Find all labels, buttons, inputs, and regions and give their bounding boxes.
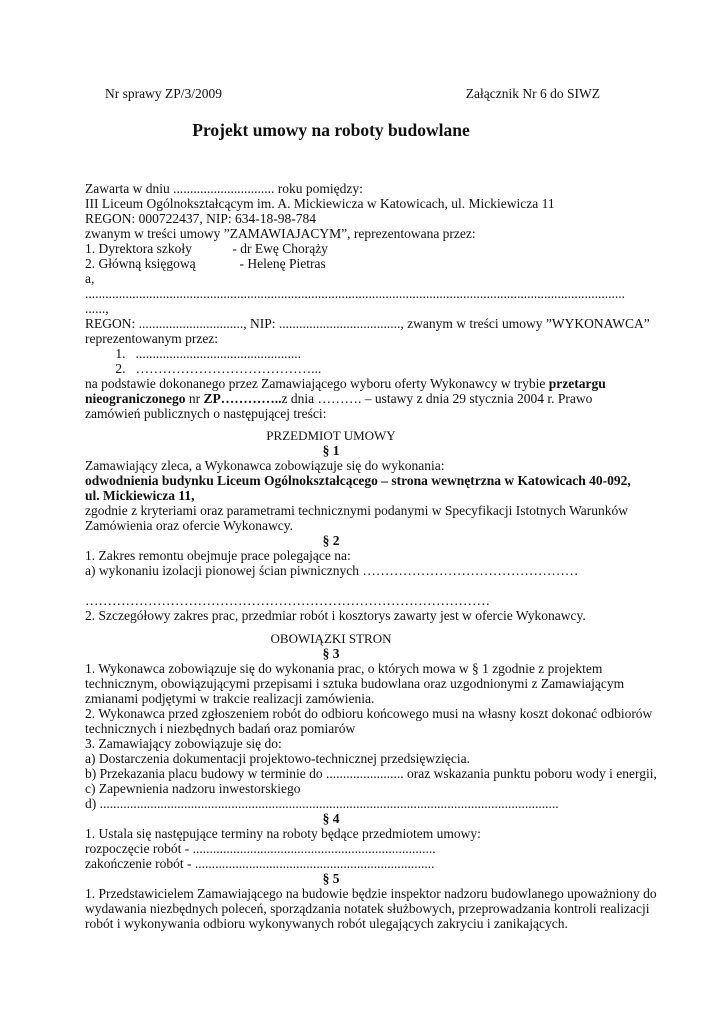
doc-line — [85, 593, 637, 608]
doc-line — [85, 826, 637, 841]
doc-line — [85, 518, 637, 533]
document-content — [85, 86, 657, 931]
doc-line — [85, 503, 637, 518]
doc-text-segment: a) wykonaniu izolacji pionowej ścian piwnicznych ………………………………………… — [85, 563, 579, 578]
doc-line — [85, 856, 637, 871]
doc-line — [85, 346, 637, 361]
doc-line — [85, 781, 637, 796]
doc-line — [85, 211, 637, 226]
doc-line — [85, 916, 637, 931]
doc-text-segment: rozpoczęcie robót - ........................................................................ — [85, 841, 436, 856]
doc-text-segment: 1. Zakres remontu obejmuje prace polegające na: — [85, 548, 351, 563]
doc-line — [85, 271, 637, 286]
doc-line — [85, 196, 637, 211]
doc-line — [85, 226, 637, 241]
doc-line — [85, 841, 637, 856]
doc-line — [85, 796, 637, 811]
doc-text-segment: zwanym w treści umowy ”ZAMAWIAJACYM”, reprezentowana przez: — [85, 226, 476, 241]
doc-text-segment: zamówień publicznych o następującej treści: — [85, 406, 327, 421]
section-heading: OBOWIĄZKI STRON — [270, 631, 392, 646]
doc-text-segment: b) Przekazania placu budowy w terminie do ....................... oraz wskazania punktu poboru wody i energii, — [85, 766, 657, 781]
paragraph-mark: § 1 — [322, 443, 340, 458]
doc-text-segment: ................................................................................................................................................................ — [85, 286, 625, 301]
doc-text-segment: Zamówienia oraz ofercie Wykonawcy. — [85, 518, 293, 533]
spacer — [85, 623, 637, 631]
doc-line — [85, 563, 637, 578]
doc-text-segment: a) Dostarczenia dokumentacji projektowo-technicznej przedsięwzięcia. — [85, 751, 470, 766]
doc-line — [85, 406, 637, 421]
doc-text-segment: na podstawie dokonanego przez Zamawiającego wyboru oferty Wykonawcy w trybie — [85, 376, 549, 391]
doc-text-segment: przetargu — [548, 376, 606, 391]
doc-text-segment: nr — [185, 391, 204, 406]
doc-line — [85, 488, 637, 503]
spacer — [85, 140, 637, 181]
doc-text-segment: zmianami podjętymi w trakcie realizacji zamówienia. — [85, 691, 375, 706]
doc-line — [85, 751, 637, 766]
paragraph-mark: § 4 — [322, 811, 340, 826]
doc-line — [85, 391, 637, 406]
doc-text-segment: ……………………………………………………………………………… — [85, 593, 490, 608]
doc-text-segment: odwodnienia budynku Liceum Ogólnokształcącego – strona wewnętrzna w Katowicach 40-092, — [85, 473, 631, 488]
doc-text-segment: 1. Ustala się następujące terminy na roboty będące przedmiotem umowy: — [85, 826, 481, 841]
paragraph-mark: § 2 — [322, 533, 340, 548]
doc-line — [85, 181, 637, 196]
spacer — [85, 101, 637, 120]
doc-line — [85, 316, 650, 331]
doc-text-segment: Zamawiający zleca, a Wykonawca zobowiązuje się do wykonania: — [85, 458, 445, 473]
doc-text-segment: d) ........................................................................................................................................ — [85, 796, 559, 811]
doc-text-segment: III Liceum Ogólnokształcącym im. A. Mickiewicza w Katowicach, ul. Mickiewicza 11 — [85, 196, 555, 211]
doc-line — [85, 361, 637, 376]
doc-line — [85, 241, 637, 256]
doc-text-segment: zgodnie z kryteriami oraz parametrami technicznymi podanymi w Specyfikacji Istotnych Warunków — [85, 503, 628, 518]
doc-text-segment: 2. …………………………………... — [85, 361, 322, 376]
doc-line — [85, 676, 637, 691]
doc-text-segment: wydawania niezbędnych poleceń, sporządzania notatek służbowych, przeprowadzania kontroli realizacji — [85, 901, 650, 916]
attachment-label: Załącznik Nr 6 do SIWZ — [465, 86, 600, 101]
spacer — [85, 421, 637, 428]
doc-line — [85, 691, 637, 706]
doc-text-segment: 1. Przedstawicielem Zamawiającego na budowie będzie inspektor nadzoru budowlanego upoważniony do — [85, 886, 657, 901]
doc-text-segment: a, — [85, 271, 95, 286]
doc-text-segment: 1. ................................................. — [85, 346, 301, 361]
doc-line — [85, 301, 637, 316]
document-title: Projekt umowy na roboty budowlane — [192, 120, 470, 140]
doc-text-segment: robót i wykonywania odbioru wykonywanych robót ulegających zakryciu i zanikających. — [85, 916, 568, 931]
doc-text-segment: 3. Zamawiający zobowiązuje się do: — [85, 736, 282, 751]
document-header — [85, 86, 637, 101]
doc-text-segment: z dnia ………. – ustawy z dnia 29 stycznia 2004 r. Prawo — [281, 391, 593, 406]
doc-line — [85, 331, 637, 346]
paragraph-mark: § 5 — [322, 871, 340, 886]
section-heading: PRZEDMIOT UMOWY — [266, 428, 396, 443]
doc-text-segment: ZP………….. — [203, 391, 282, 406]
doc-text-segment: zakończenie robót - ....................................................................... — [85, 856, 435, 871]
doc-text-segment: 2. Szczegółowy zakres prac, przedmiar robót i kosztorys zawarty jest w ofercie Wykonawcy. — [85, 608, 586, 623]
doc-text-segment: 1. Dyrektora szkoły - dr Ewę Chorąży — [85, 241, 328, 256]
doc-text-segment: nieograniczonego — [85, 391, 186, 406]
doc-text-segment: technicznym, obowiązującymi przepisami i sztuka budowlana oraz uzgodnionymi z Zamawiającym — [85, 676, 625, 691]
doc-line — [85, 721, 637, 736]
doc-line — [85, 376, 637, 391]
doc-text-segment: REGON: 000722437, NIP: 634-18-98-784 — [85, 211, 316, 226]
doc-line — [85, 736, 637, 751]
doc-text-segment: REGON: ..............................., NIP: ...................................., zwanym w treści umowy ”WYKONAWCA” — [85, 316, 650, 331]
doc-text-segment: 1. Wykonawca zobowiązuje się do wykonania prac, o których mowa w § 1 zgodnie z projektem — [85, 661, 603, 676]
doc-line — [85, 256, 637, 271]
doc-text-segment: c) Zapewnienia nadzoru inwestorskiego — [85, 781, 301, 796]
document-body — [85, 181, 657, 931]
doc-text-segment: reprezentowanym przez: — [85, 331, 219, 346]
doc-text-segment: ......, — [85, 301, 109, 316]
doc-line — [85, 473, 637, 488]
doc-text-segment: 2. Wykonawca przed zgłoszeniem robót do odbioru końcowego musi na własny koszt dokonać odbiorów — [85, 706, 653, 721]
doc-text-segment: Zawarta w dniu .............................. roku pomiędzy: — [85, 181, 363, 196]
spacer — [85, 578, 637, 593]
doc-line — [85, 706, 653, 721]
doc-text-segment: 2. Główną księgową - Helenę Pietras — [85, 256, 326, 271]
doc-line — [85, 548, 637, 563]
doc-line — [85, 608, 637, 623]
doc-text-segment: ul. Mickiewicza 11, — [85, 488, 195, 503]
paragraph-mark: § 3 — [322, 646, 340, 661]
doc-line — [85, 661, 637, 676]
doc-line — [85, 901, 650, 916]
doc-line — [85, 286, 637, 301]
doc-line — [85, 458, 637, 473]
doc-line — [85, 766, 657, 781]
case-number: Nr sprawy ZP/3/2009 — [105, 86, 222, 101]
doc-text-segment: technicznych i niezbędnych badań oraz pomiarów — [85, 721, 356, 736]
doc-line — [85, 886, 657, 901]
